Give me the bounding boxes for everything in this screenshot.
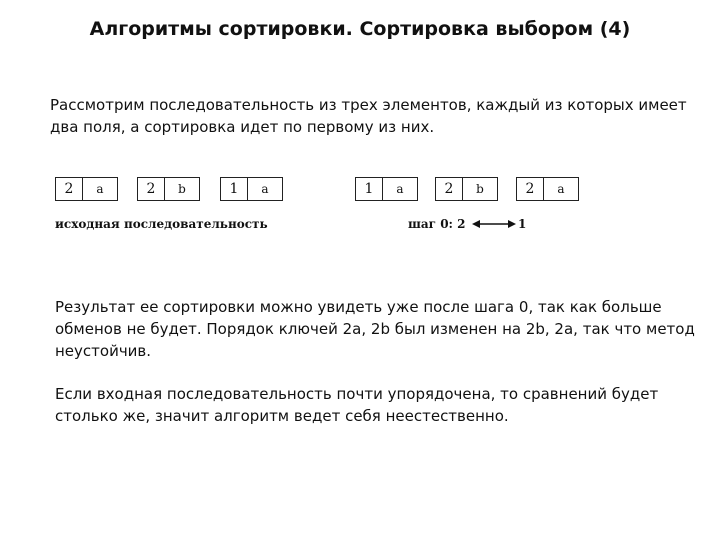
initial-element-1: [55, 177, 118, 201]
slide-title: Алгоритмы сортировки. Сортировка выбором (4): [89, 18, 631, 40]
element-key: 2: [436, 178, 463, 200]
initial-sequence-caption: исходная последовательность: [55, 217, 268, 231]
double-arrow-icon: [472, 218, 516, 230]
sorted-element-1: [355, 177, 418, 201]
element-key: 2: [517, 178, 544, 200]
element-value: b: [178, 182, 186, 196]
element-value: a: [261, 182, 269, 196]
element-value: b: [476, 182, 484, 196]
element-value: a: [557, 182, 565, 196]
element-key: 1: [221, 178, 248, 200]
sorted-element-3: [516, 177, 579, 201]
swap-target-caption: 1: [518, 217, 527, 231]
sorted-element-2: [435, 177, 498, 201]
element-key: 2: [56, 178, 83, 200]
element-key: 2: [138, 178, 165, 200]
initial-element-2: [137, 177, 200, 201]
element-value: a: [96, 182, 104, 196]
element-value: a: [396, 182, 404, 196]
result-paragraph: Результат ее сортировки можно увидеть уже после шага 0, так как больше обменов не будет. Порядок ключей 2a, 2b был изменен на 2b, 2a, так что метод неустойчив.: [55, 298, 695, 360]
element-key: 1: [356, 178, 383, 200]
initial-element-3: [220, 177, 283, 201]
intro-paragraph: Рассмотрим последовательность из трех элементов, каждый из которых имеет два поля, а сортировка идет по первому из них.: [50, 96, 687, 136]
step-caption: шаг 0: 2: [408, 217, 466, 231]
conclusion-paragraph: Если входная последовательность почти упорядочена, то сравнений будет столько же, значит алгоритм ведет себя неестественно.: [55, 385, 659, 425]
